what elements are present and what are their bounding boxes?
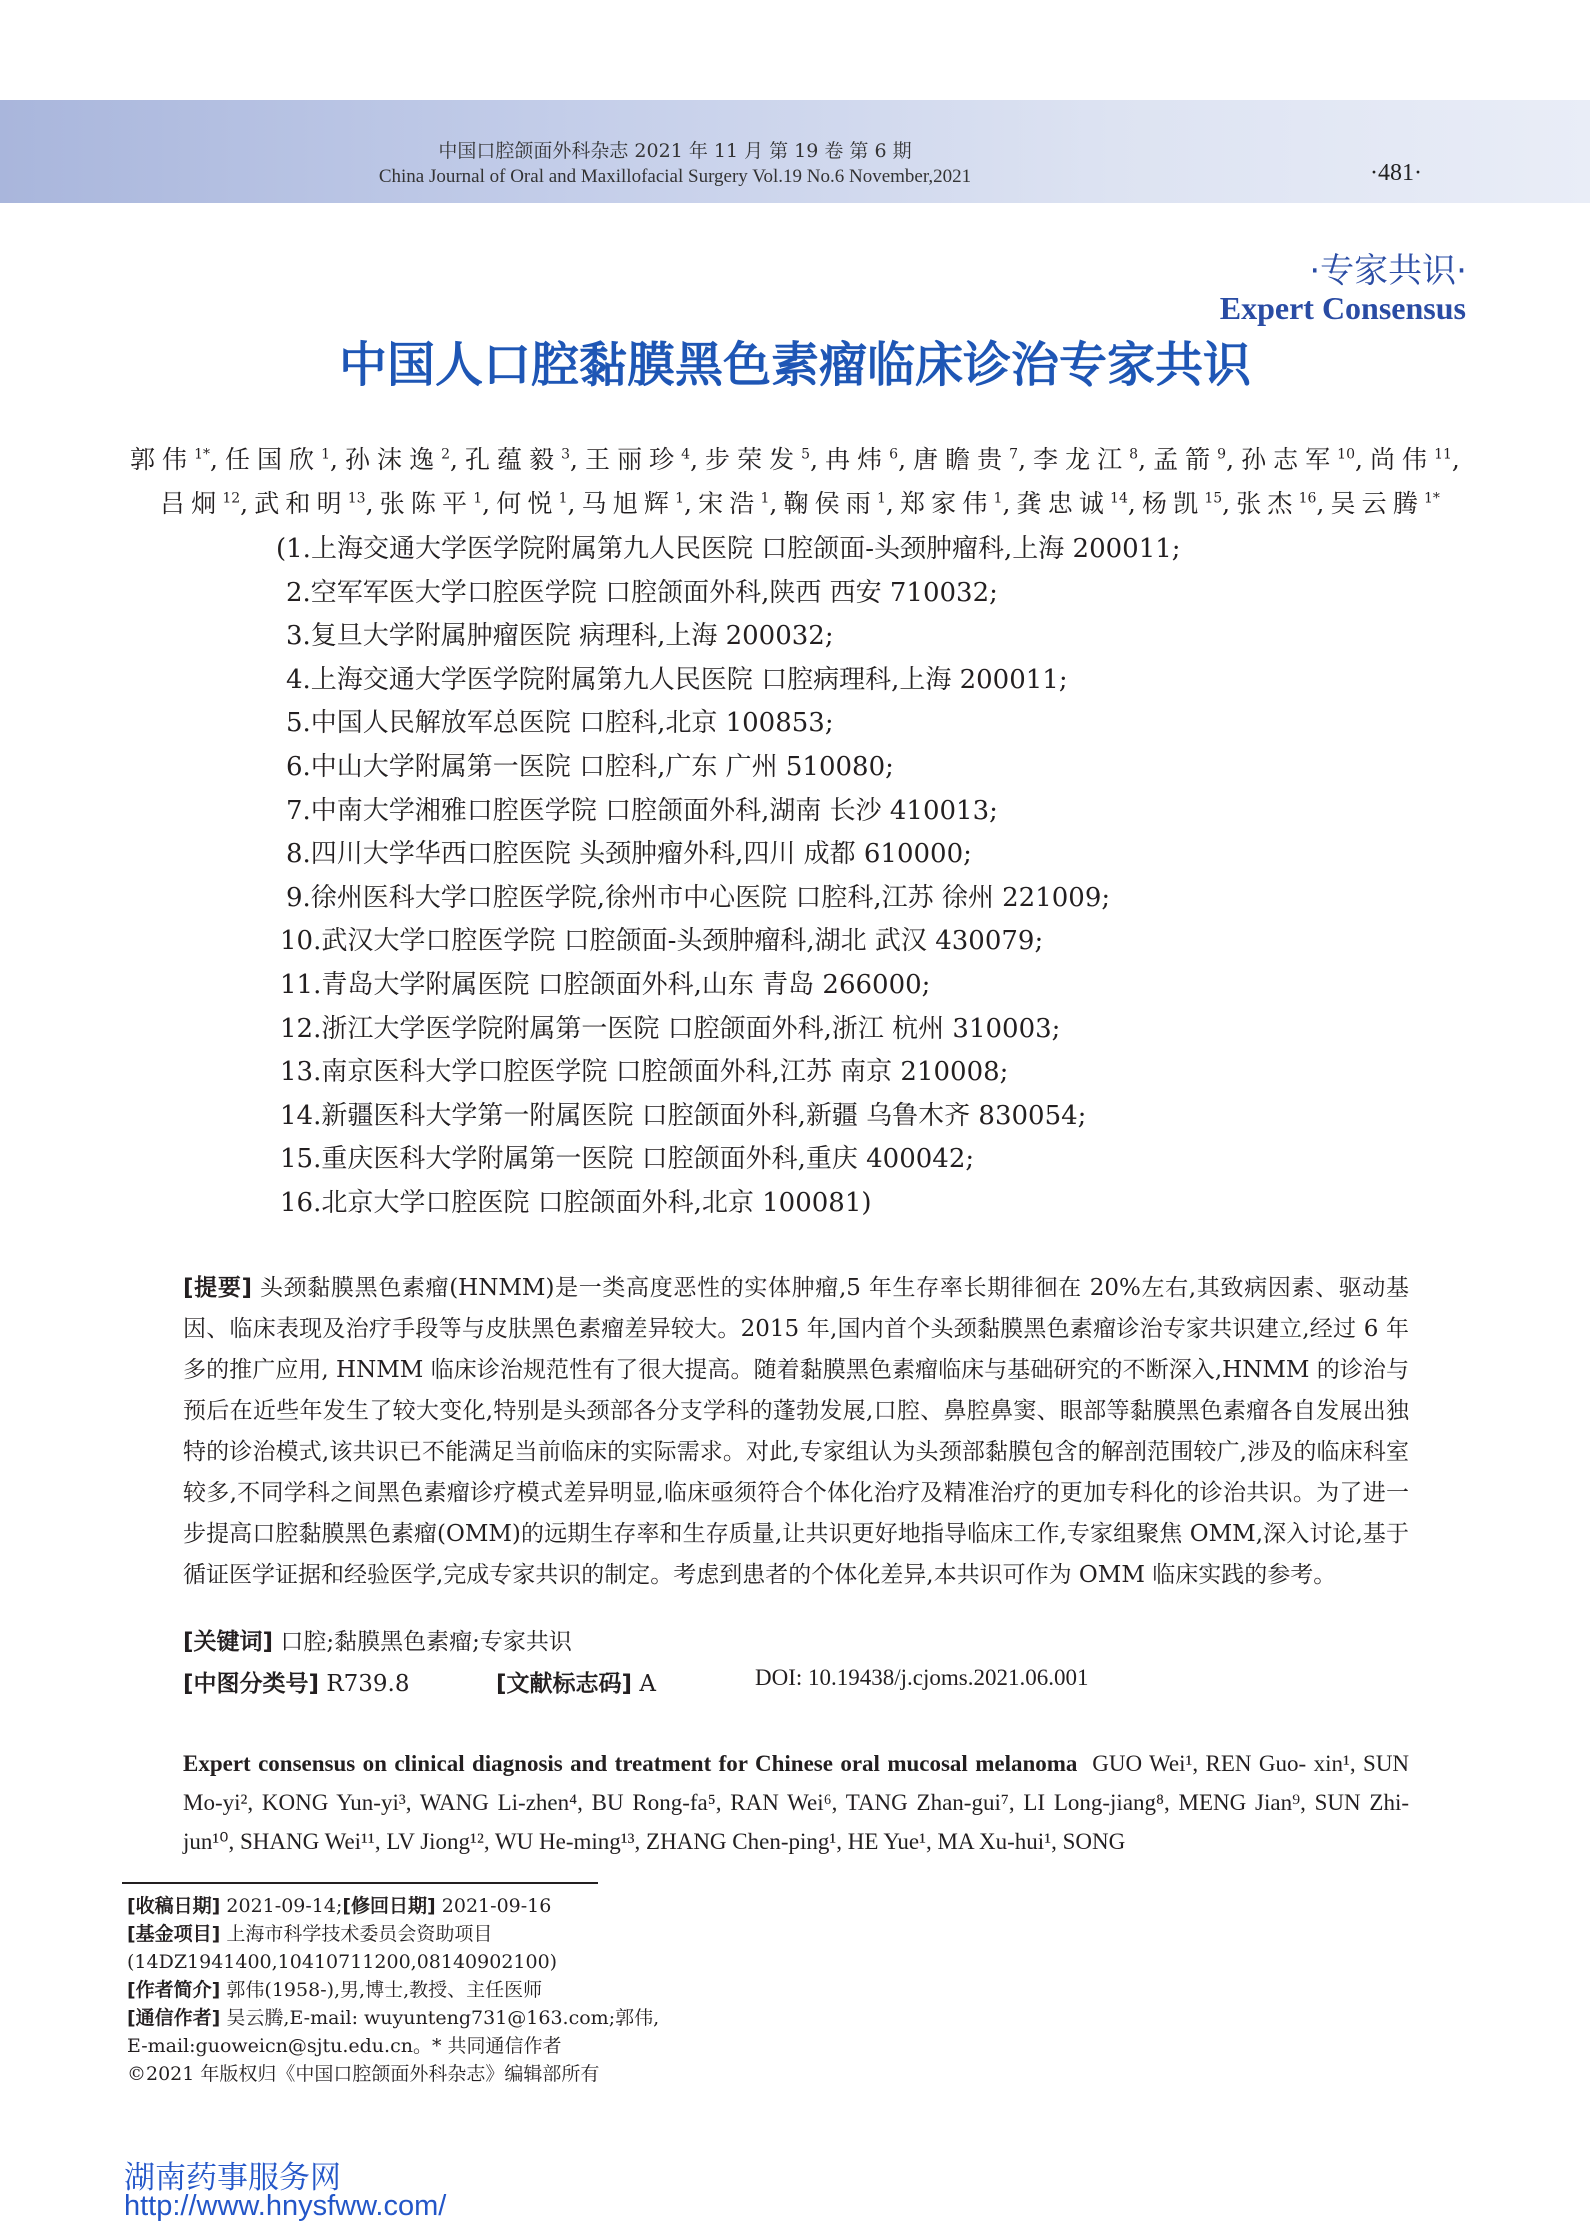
author-name: 尚伟$^{11}$ — [1362, 445, 1452, 474]
keywords-label: [关键词] — [183, 1629, 274, 1655]
footnote-divider — [122, 1882, 598, 1884]
watermark-link[interactable]: http://www.hnysfww.com/ — [124, 2190, 447, 2222]
received-label: [收稿日期] — [127, 1895, 221, 1917]
doc-code-label: [文献标志码] — [496, 1671, 633, 1697]
author-name: 鞠侯雨$^1$ — [777, 489, 886, 518]
author-name: 张陈平$^1$ — [373, 489, 483, 518]
affiliation-item: 15.重庆医科大学附属第一医院 口腔颌面外科,重庆 400042; — [280, 1144, 975, 1175]
author-name: 郭伟$^{1*}$ — [130, 445, 210, 474]
keywords — [183, 1623, 572, 1656]
affiliation-marker: 7 — [1009, 446, 1019, 463]
affiliation-item: 12.浙江大学医学院附属第一医院 口腔颌面外科,浙江 杭州 310003; — [280, 1013, 1061, 1044]
affiliation-marker: 6 — [889, 446, 899, 463]
author-name: 宋浩$^1$ — [691, 489, 770, 518]
affiliation-marker: 10 — [1337, 446, 1355, 463]
abstract-label: [提要] — [183, 1275, 252, 1301]
footnote-dates — [127, 1892, 659, 1920]
journal-title-cn: 中国口腔颌面外科杂志 2021 年 11 月 第 19 卷 第 6 期 — [438, 140, 912, 162]
affiliation-marker: 1 — [993, 490, 1003, 507]
author-name: 吴云腾$^{1*}$ — [1324, 489, 1440, 518]
affiliation-marker: 11 — [1434, 446, 1452, 463]
footnotes — [127, 1892, 659, 2088]
author-list-line1: 郭伟$^{1*}$,任国欣$^1$,孙沫逸$^2$,孔蕴毅$^3$,王丽珍$^4$,步荣发$^5$,冉炜$^6$,唐瞻贵$^7$,李龙江$^8$,孟箭$^9$,孙志军$^{10}$,尚伟$^{11}$, — [130, 445, 1460, 474]
affiliation-item: 8.四川大学华西口腔医院 头颈肿瘤外科,四川 成都 610000; — [286, 839, 972, 870]
affiliation-item: 4.上海交通大学医学院附属第九人民医院 口腔病理科,上海 200011; — [286, 664, 1068, 695]
affiliation-marker: 3 — [561, 446, 571, 463]
clc-value: R739.8 — [326, 1671, 410, 1697]
affiliation-marker: 9 — [1217, 446, 1227, 463]
doi: DOI: 10.19438/j.cjoms.2021.06.001 — [755, 1665, 1089, 1690]
received-date: 2021-09-14; — [226, 1895, 343, 1917]
author-name: 马旭辉$^1$ — [575, 489, 685, 518]
affiliation-item: 14.新疆医科大学第一附属医院 口腔颌面外科,新疆 乌鲁木齐 830054; — [280, 1100, 1087, 1131]
affiliation-marker: 4 — [681, 446, 691, 463]
affiliation-item: 11.青岛大学附属医院 口腔颌面外科,山东 青岛 266000; — [280, 969, 931, 1000]
author-bio: 郭伟(1958-),男,博士,教授、主任医师 — [226, 1979, 543, 2001]
affiliation-marker: 1* — [1424, 490, 1440, 507]
abstract-cn — [183, 1268, 1409, 1596]
author-bio-label: [作者简介] — [127, 1979, 221, 2001]
affiliation-marker: 16 — [1298, 490, 1317, 507]
affiliation-marker: 14 — [1110, 490, 1128, 507]
author-name: 任国欣$^1$ — [217, 445, 331, 474]
revised-date: 2021-09-16 — [441, 1895, 552, 1917]
english-authors: GUO Wei¹, REN Guo- — [1092, 1751, 1307, 1776]
fund-text: 上海市科学技术委员会资助项目 — [226, 1923, 493, 1945]
affiliation-item: 6.中山大学附属第一医院 口腔科,广东 广州 510080; — [286, 751, 894, 782]
journal-title-en: China Journal of Oral and Maxillofacial Surgery Vol.19 No.6 November,2021 — [378, 166, 972, 187]
affiliation-marker: 1 — [558, 490, 568, 507]
affiliation-marker: 1 — [675, 490, 685, 507]
affiliation-list — [276, 528, 1181, 1226]
document-code — [496, 1665, 656, 1698]
abstract-text: 头颈黏膜黑色素瘤(HNMM)是一类高度恶性的实体肿瘤,5 年生存率长期徘徊在 20%左右,其致病因素、驱动基因、临床表现及治疗手段等与皮肤黑色素瘤差异较大。2015 年,国内首个头颈黏膜黑色素瘤诊治专家共识建立,经过 6 年多的推广应用, HNMM 临床诊治规范性有了很大提高。随着黏膜黑色素瘤临床与基础研究的不断深入,HNMM 的诊治与预后在近些年发生了较大变化,特别是头颈部各分支学科的蓬勃发展,口腔、鼻腔鼻窦、眼部等黏膜黑色素瘤各自发展出独特的诊治模式,该共识已不能满足当前临床的实际需求。对此,专家组认为头颈部黏膜包含的解剖范围较广,涉及的临床科室较多,不同学科之间黑色素瘤诊疗模式差异明显,临床亟须符合个体化治疗及精准治疗的更加专科化的诊治共识。为了进一步提高口腔黏膜黑色素瘤(OMM)的远期生存率和生存质量,让共识更好地指导临床工作,专家组聚焦 OMM,深入讨论,基于循证医学证据和经验医学,完成专家共识的制定。考虑到患者的个体化差异,本共识可作为 OMM 临床实践的参考。 — [183, 1275, 1410, 1588]
affiliation-item: (1.上海交通大学医学院附属第九人民医院 口腔颌面-头颈肿瘤科,上海 200011; — [276, 534, 1181, 564]
fund-label: [基金项目] — [127, 1923, 221, 1945]
affiliation-item: 2.空军军医大学口腔医学院 口腔颌面外科,陕西 西安 710032; — [286, 577, 998, 608]
author-name: 王丽珍$^4$ — [578, 445, 691, 474]
author-name: 吕炯$^{12}$ — [160, 489, 241, 518]
revised-label: [修回日期] — [342, 1895, 436, 1917]
footnote-fund-numbers: (14DZ1941400,10410711200,08140902100) — [127, 1951, 558, 1973]
affiliation-marker: 2 — [441, 446, 451, 463]
english-title: Expert consensus on clinical diagnosis and treatment for Chinese oral mucosal melanoma — [183, 1751, 1078, 1776]
footnote-author — [127, 1976, 659, 2004]
clc-label: [中图分类号] — [183, 1671, 320, 1697]
author-name: 张杰$^{16}$ — [1230, 489, 1317, 518]
author-name: 杨凯$^{15}$ — [1135, 489, 1223, 518]
english-abstract — [183, 1744, 1409, 1861]
english-authors: xin¹, SUN Mo-yi², KONG Yun-yi³, WANG Li-zhen⁴, BU Rong-fa⁵, RAN Wei⁶, TANG Zhan-gui⁷, LI Long-jiang⁸, MENG — [183, 1751, 1410, 1815]
author-name: 郑家伟$^1$ — [893, 489, 1003, 518]
footnote-correspondence — [127, 2004, 659, 2032]
classification-line — [183, 1665, 1089, 1698]
footnote-correspondence-2: E-mail:guoweicn@sjtu.edu.cn。* 共同通信作者 — [127, 2035, 562, 2057]
affiliation-item: 16.北京大学口腔医院 口腔颌面外科,北京 100081) — [280, 1187, 872, 1218]
author-name: 步荣发$^5$ — [698, 445, 811, 474]
watermark-name: 湖南药事服务网 — [124, 2160, 341, 2196]
affiliation-item: 9.徐州医科大学口腔医学院,徐州市中心医院 口腔科,江苏 徐州 221009; — [286, 882, 1111, 913]
affiliation-marker: 15 — [1204, 490, 1223, 507]
affiliation-marker: 8 — [1129, 446, 1139, 463]
affiliation-marker: 1 — [760, 490, 770, 507]
section-label-cn: ·专家共识· — [1309, 251, 1467, 291]
author-name: 冉炜$^6$ — [818, 445, 899, 474]
keywords-text: 口腔;黏膜黑色素瘤;专家共识 — [280, 1629, 572, 1655]
correspondence-text: 吴云腾,E-mail: wuyunteng731@163.com;郭伟, — [226, 2007, 660, 2029]
author-name: 孙志军$^{10}$ — [1234, 445, 1355, 474]
author-name: 孟箭$^9$ — [1146, 445, 1227, 474]
affiliation-marker: 1* — [194, 446, 210, 463]
english-authors: Jian⁹, SUN Zhi-jun¹⁰, SHANG Wei¹¹, LV Jiong¹², WU He-ming¹³, ZHANG Chen-ping¹, HE Yue¹, MA Xu-hui¹, SONG — [183, 1790, 1409, 1854]
author-name: 武和明$^{13}$ — [248, 489, 366, 518]
affiliation-item: 5.中国人民解放军总医院 口腔科,北京 100853; — [286, 708, 834, 739]
affiliation-marker: 5 — [801, 446, 811, 463]
affiliation-marker: 1 — [321, 446, 331, 463]
affiliation-item: 13.南京医科大学口腔医学院 口腔颌面外科,江苏 南京 210008; — [280, 1057, 1009, 1088]
affiliation-item: 10.武汉大学口腔医学院 口腔颌面-头颈肿瘤科,湖北 武汉 430079; — [280, 926, 1044, 957]
author-name: 孔蕴毅$^3$ — [457, 445, 571, 474]
affiliation-item: 7.中南大学湘雅口腔医学院 口腔颌面外科,湖南 长沙 410013; — [286, 795, 998, 826]
author-name: 李龙江$^8$ — [1026, 445, 1139, 474]
affiliation-marker: 13 — [347, 490, 366, 507]
author-name: 龚忠诚$^{14}$ — [1010, 489, 1128, 518]
author-name: 孙沫逸$^2$ — [337, 445, 451, 474]
section-label-en: Expert Consensus — [1219, 290, 1466, 326]
footnote-copyright: ©2021 年版权归《中国口腔颌面外科杂志》编辑部所有 — [127, 2063, 600, 2085]
author-name: 唐瞻贵$^7$ — [906, 445, 1019, 474]
affiliation-item: 3.复旦大学附属肿瘤医院 病理科,上海 200032; — [286, 621, 834, 652]
article-title: 中国人口腔黏膜黑色素瘤临床诊治专家共识 — [338, 337, 1251, 393]
author-name: 何悦$^1$ — [490, 489, 568, 518]
affiliation-marker: 1 — [876, 490, 886, 507]
correspondence-label: [通信作者] — [127, 2007, 221, 2029]
footnote-fund — [127, 1920, 659, 1948]
doc-code-value: A — [639, 1671, 656, 1697]
affiliation-marker: 1 — [473, 490, 483, 507]
author-list-line2: 吕炯$^{12}$,武和明$^{13}$,张陈平$^1$,何悦$^1$,马旭辉$^1$,宋浩$^1$,鞠侯雨$^1$,郑家伟$^1$,龚忠诚$^{14}$,杨凯$^{15}$,张杰$^{16}$,吴云腾$^{1*}$ — [160, 489, 1440, 518]
page-number: ·481· — [1370, 160, 1422, 186]
affiliation-marker: 12 — [222, 490, 241, 507]
